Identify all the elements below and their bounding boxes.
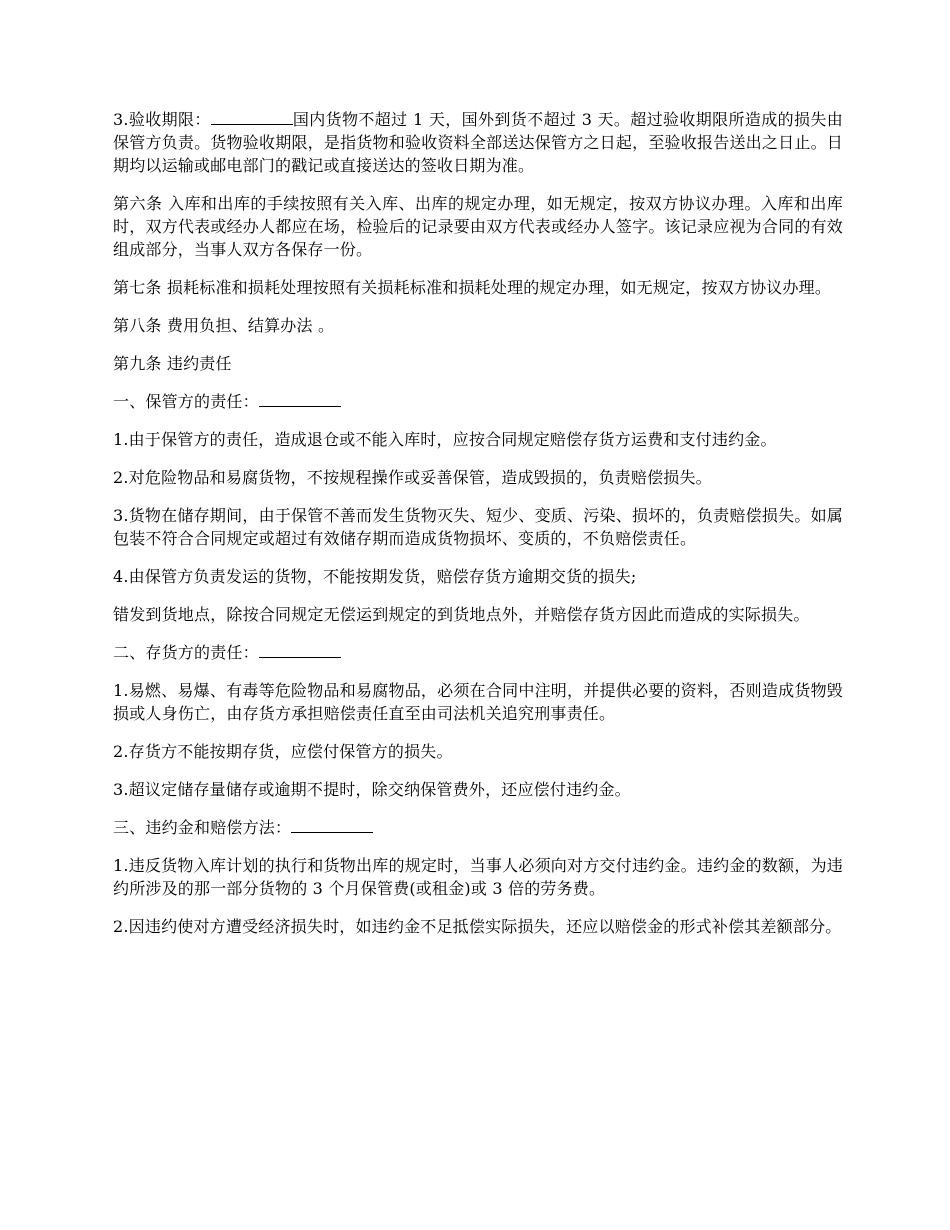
article-9-heading: 第九条 违约责任 <box>113 354 232 373</box>
penalty-item-2: 2.因违约使对方遭受经济损失时，如违约金不足抵偿实际损失，还应以赔偿金的形式补偿其差额部分。 <box>113 917 842 936</box>
custodian-item-4-continued: 错发到货地点，除按合同规定无偿运到规定的到货地点外，并赔偿存货方因此而造成的实际损失。 <box>113 605 810 624</box>
custodian-item-1: 1.由于保管方的责任，造成退仓或不能入库时，应按合同规定赔偿存货方运费和支付违约金。 <box>113 430 777 449</box>
fill-in-blank <box>259 391 341 407</box>
fill-in-blank <box>291 817 373 833</box>
custodian-item-4: 4.由保管方负责发运的货物，不能按期发货，赔偿存货方逾期交货的损失; <box>113 567 637 586</box>
depositor-responsibility-heading: 二、存货方的责任： <box>113 641 843 664</box>
article-6: 第六条 入库和出库的手续按照有关入库、出库的规定办理，如无规定，按双方协议办理。入库和出库时，双方代表或经办人都应在场，检验后的记录要由双方代表或经办人签字。该记录应视为合同的有效组成部分，当事人双方各保存一份。 <box>113 194 843 259</box>
penalty-item-1: 1.违反货物入库计划的执行和货物出库的规定时，当事人必须向对方交付违约金。违约金的数额，为违约所涉及的那一部分货物的 3 个月保管费(或租金)或 3 倍的劳务费。 <box>113 856 843 898</box>
penalty-method-heading: 三、违约金和赔偿方法： <box>113 816 843 839</box>
article-8: 第八条 费用负担、结算办法 。 <box>113 316 335 335</box>
custodian-item-2: 2.对危险物品和易腐货物，不按规程操作或妥善保管，造成毁损的，负责赔偿损失。 <box>113 468 712 487</box>
depositor-item-2: 2.存货方不能按期存货，应偿付保管方的损失。 <box>113 742 453 761</box>
custodian-item-3: 3.货物在储存期间，由于保管不善而发生货物灭失、短少、变质、污染、损坏的，负责赔偿损失。如属包装不符合合同规定或超过有效储存期而造成货物损坏、变质的，不负赔偿责任。 <box>113 506 843 548</box>
fill-in-blank <box>259 642 341 658</box>
depositor-item-3: 3.超议定储存量储存或逾期不提时，除交纳保管费外，还应偿付违约金。 <box>113 780 631 799</box>
document-body <box>113 108 843 953</box>
depositor-item-1: 1.易燃、易爆、有毒等危险物品和易腐物品，必须在合同中注明，并提供必要的资料，否则造成货物毁损或人身伤亡，由存货方承担赔偿责任直至由司法机关追究刑事责任。 <box>113 681 843 723</box>
custodian-responsibility-heading: 一、保管方的责任： <box>113 390 843 413</box>
clause-inspection-period: 3.验收期限： 国内货物不超过 1 天，国外到货不超过 3 天。超过验收期限所造成的损失由保管方负责。货物验收期限，是指货物和验收资料全部送达保管方之日起，至验收报告送出之日止。日期均以运输或邮电部门的戳记或直接送达的签收日期为准。 <box>113 110 844 175</box>
article-7: 第七条 损耗标准和损耗处理按照有关损耗标准和损耗处理的规定办理，如无规定，按双方协议办理。 <box>113 278 832 297</box>
fill-in-blank <box>211 109 293 125</box>
